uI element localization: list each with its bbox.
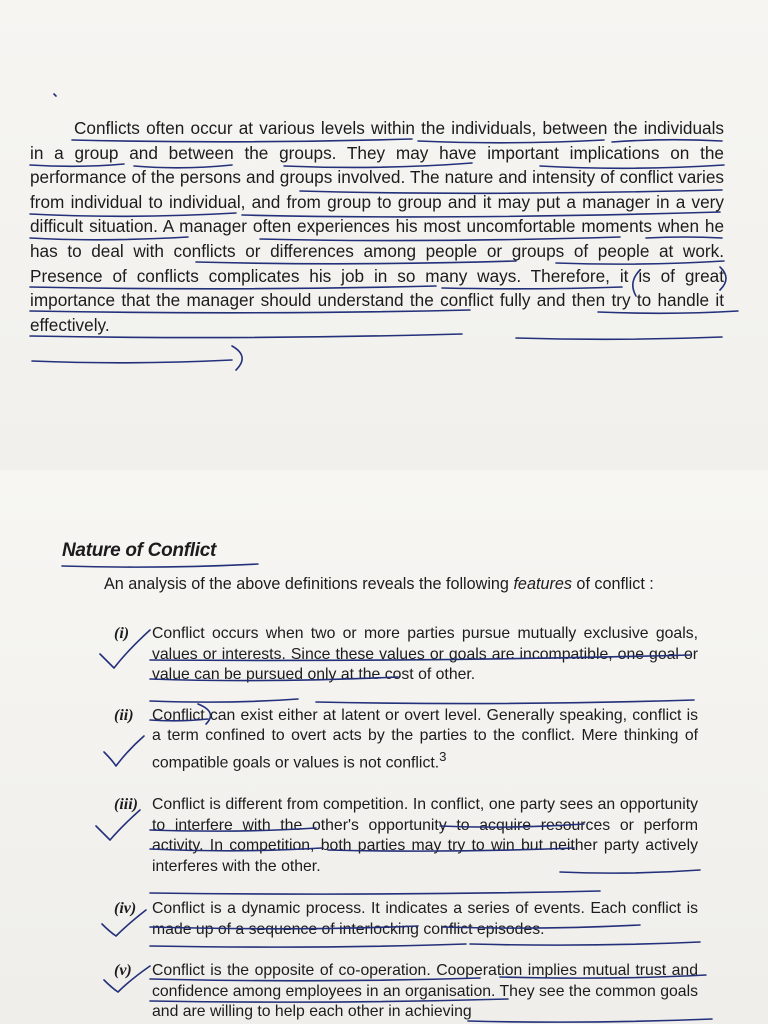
feature-number: (ii) [114, 706, 134, 724]
feature-text: Conflict can exist either at latent or overt level. Generally speaking, conflict is a term confined to overt acts by the parties to the conflict. Mere thinking of compatible goals or values is not conflict. [152, 706, 698, 771]
feature-number: (i) [114, 625, 130, 642]
feature-item [62, 961, 698, 1023]
feature-item [62, 706, 698, 774]
feature-item [62, 899, 698, 940]
feature-number: (iii) [114, 796, 138, 814]
feature-text: Conflict is different from competition. In conflict, one party sees an opportunity to interfere with the other's opportunity to acquire resources or perform activity. In competition, both parties may try to win but neither party actively interferes with the other. [152, 796, 698, 875]
feature-item [62, 795, 698, 877]
intro-text: Conflicts often occur at various levels within the individuals, between the individuals in a group and between the groups. They may have important implications on the performance of the persons and groups involved. The nature and intensity of conflict varies from individual to individual, and from group to group and it may put a manager in a very difficult situation. A manager often experiences his most uncomfortable moments when he has to deal with conflicts or differences among people or groups of people at work. Presence of conflicts complicates his job in so many ways. Therefore, it is of great importance that the manager should understand the conflict fully and then try to handle it effectively. [30, 118, 724, 335]
feature-text: Conflict is the opposite of co-operation. Cooperation implies mutual trust and confidence among employees in an organisation. They see the common goals and are willing to help each other in achieving [152, 962, 698, 1021]
features-list [62, 624, 698, 1023]
lead-paragraph [62, 574, 690, 595]
feature-text: Conflict is a dynamic process. It indicates a series of events. Each conflict is made up of a sequence of interlocking conflict episodes. [152, 900, 698, 938]
feature-item [62, 624, 698, 686]
lead-text-before: An analysis of the above definitions reveals the following [104, 575, 514, 593]
intro-paragraph [30, 116, 724, 337]
lead-emphasis: features [513, 575, 572, 593]
footnote-marker: 3 [439, 748, 447, 764]
feature-text: Conflict occurs when two or more parties pursue mutually exclusive goals, values or interests. Since these values or goals are incompatible, one goal or value can be pursued only at the cost of other. [152, 625, 698, 683]
lead-text-after: of conflict : [571, 575, 654, 593]
feature-number: (v) [114, 962, 132, 980]
feature-number: (iv) [114, 900, 137, 918]
section-heading: Nature of Conflict [62, 540, 216, 561]
